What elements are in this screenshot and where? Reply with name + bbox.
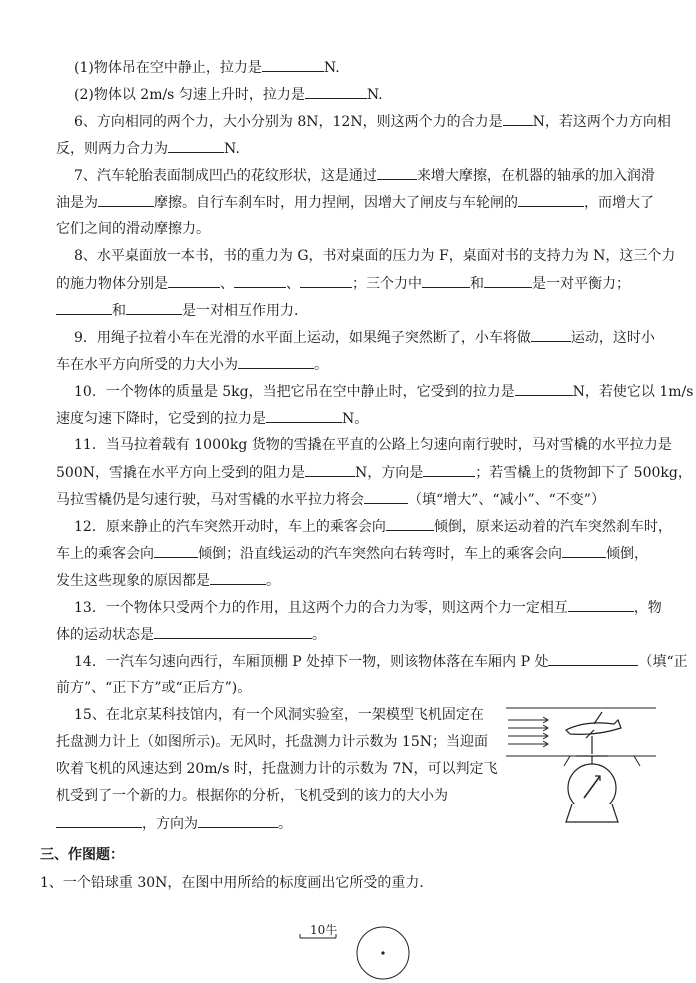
question-text: （填“正	[638, 654, 688, 670]
wind-tunnel-figure	[506, 700, 656, 830]
answer-blank[interactable]	[305, 463, 355, 477]
question-text: 和	[112, 303, 126, 319]
question-text: ；若雪橇上的货物卸下了 500kg，	[475, 465, 692, 481]
answer-blank[interactable]	[548, 652, 638, 666]
question-line	[56, 193, 654, 212]
question-text: 、	[286, 276, 300, 292]
question-text: 500N，雪撬在水平方向上受到的阻力是	[56, 465, 305, 481]
question-text: 13．一个物体只受两个力的作用，且这两个力的合力为零，则这两个力一定相互	[74, 600, 568, 616]
question-line	[56, 625, 326, 644]
question-text: 反，则两力合力为	[56, 141, 168, 157]
question-line	[56, 139, 240, 158]
question-text: 三、作图题：	[40, 847, 124, 863]
question-text: 马拉雪橇仍是匀速行驶，马对雪橇的水平拉力将会	[56, 492, 364, 508]
question-text: 7、汽车轮胎表面制成凹凸的花纹形状，这是通过	[74, 168, 377, 184]
question-text: 、	[220, 276, 234, 292]
question-line	[56, 679, 251, 697]
answer-blank[interactable]	[562, 544, 606, 558]
question-text: ，方向为	[142, 816, 198, 832]
answer-blank[interactable]	[154, 625, 312, 639]
question-text: 车在水平方向所受的力大小为	[56, 357, 238, 373]
answer-blank[interactable]	[423, 463, 475, 477]
question-text: N，若使它以 1m/s	[572, 384, 694, 400]
answer-blank[interactable]	[154, 544, 198, 558]
question-line	[56, 301, 298, 320]
question-line	[56, 814, 292, 833]
question-line	[56, 787, 448, 805]
question-line	[74, 706, 484, 724]
question-text: ，而增大了	[584, 195, 654, 211]
question-text: 来增大摩擦，在机器的轴承的加入润滑	[416, 168, 655, 184]
answer-blank[interactable]	[198, 814, 278, 828]
wind-tunnel-hatching	[564, 756, 640, 766]
question-text: 9．用绳子拉着小车在光滑的水平面上运动，如果绳子突然断了，小车将做	[74, 330, 531, 346]
answer-blank[interactable]	[364, 490, 408, 504]
answer-blank[interactable]	[300, 274, 352, 288]
question-text: 。	[278, 816, 292, 832]
question-line	[56, 355, 328, 374]
answer-blank[interactable]	[568, 598, 634, 612]
question-text: 摩擦。自行车刹车时，用力捏闸，因增大了闸皮与车轮闸的	[154, 195, 518, 211]
answer-blank[interactable]	[386, 517, 434, 531]
wind-arrows-icon	[508, 717, 548, 747]
question-text: 8、水平桌面放一本书，书的重力为 G，书对桌面的压力为 F，桌面对书的支持力为 N，这三个力	[74, 248, 676, 264]
question-line	[56, 220, 210, 238]
question-text: 倾倒；沿直线运动的汽车突然向右转弯时，车上的乘客会向	[198, 546, 562, 562]
question-line	[56, 490, 605, 509]
answer-blank[interactable]	[515, 382, 573, 396]
answer-blank[interactable]	[518, 193, 584, 207]
answer-blank[interactable]	[422, 274, 470, 288]
answer-blank[interactable]	[168, 139, 224, 153]
question-text: 。	[266, 573, 280, 589]
question-text: 运动，这时小	[570, 330, 655, 346]
question-line	[74, 517, 672, 536]
question-text: 它们之间的滑动摩擦力。	[56, 221, 210, 237]
answer-blank[interactable]	[56, 301, 112, 315]
question-text: (2)物体以 2m/s 匀速上升时，拉力是	[74, 87, 305, 103]
question-text: 倾倒，原来运动着的汽车突然刹车时，	[433, 519, 672, 535]
gravity-drawing-figure	[296, 922, 410, 982]
question-text: （填“增大”、“减小”、“不变”）	[408, 492, 605, 508]
answer-blank[interactable]	[377, 166, 417, 180]
answer-blank[interactable]	[484, 274, 532, 288]
shot-put-center-dot	[381, 951, 384, 954]
question-text: 14．一汽车匀速向西行，车厢顶棚 P 处掉下一物，则该物体落在车厢内 P 处	[74, 654, 549, 670]
question-text: 10．一个物体的质量是 5kg，当把它吊在空中静止时，它受到的拉力是	[74, 384, 515, 400]
answer-blank[interactable]	[210, 571, 266, 585]
answer-blank[interactable]	[126, 301, 182, 315]
question-text: 机受到了一个新的力。根据你的分析，飞机受到的该力的大小为	[56, 788, 448, 804]
answer-blank[interactable]	[531, 328, 571, 342]
question-text: 11．当马拉着载有 1000kg 货物的雪撬在平直的公路上匀速向南行驶时，马对雪橇的水平拉力是	[74, 437, 672, 453]
question-line	[56, 409, 368, 428]
question-text: N，方向是	[354, 465, 424, 481]
question-line	[74, 328, 655, 347]
question-line	[74, 598, 662, 617]
question-text: 发生这些现象的原因都是	[56, 573, 210, 589]
question-text: N。	[342, 411, 369, 427]
question-line	[74, 166, 655, 185]
question-line	[74, 652, 688, 671]
question-text: 体的运动状态是	[56, 627, 154, 643]
question-text: N.	[224, 141, 240, 157]
question-line	[74, 85, 383, 104]
answer-blank[interactable]	[234, 274, 286, 288]
answer-blank[interactable]	[98, 193, 154, 207]
question-text: (1)物体吊在空中静止，拉力是	[74, 60, 262, 76]
question-text: 。	[312, 627, 326, 643]
question-line	[74, 112, 671, 131]
question-text: N.	[323, 60, 340, 76]
question-text: ；三个力中	[352, 276, 422, 292]
question-text: 1、一个铅球重 30N，在图中用所给的标度画出它所受的重力.	[40, 875, 424, 891]
question-text: 15、在北京某科技馆内，有一个风洞实验室，一架模型飞机固定在	[74, 707, 484, 723]
answer-blank[interactable]	[266, 409, 342, 423]
question-line	[56, 760, 498, 778]
question-line	[74, 382, 693, 401]
tray-scale-icon	[566, 756, 618, 822]
question-text: 油是为	[56, 195, 98, 211]
question-text: 速度匀速下降时，它受到的拉力是	[56, 411, 266, 427]
question-text: 和	[470, 276, 484, 292]
question-text: 倾倒，	[606, 546, 648, 562]
question-text: 托盘测力计上（如图所示)。无风时，托盘测力计示数为 15N；当迎面	[56, 734, 488, 750]
question-text: N.	[366, 87, 383, 103]
question-line	[56, 571, 280, 590]
question-line	[56, 463, 692, 482]
section-heading	[40, 846, 124, 864]
question-line	[56, 274, 630, 293]
question-text: 6、方向相同的两个力，大小分别为 8N，12N，则这两个力的合力是	[74, 114, 503, 130]
question-text: 的施力物体分别是	[56, 276, 168, 292]
question-text: 是一对平衡力；	[532, 276, 630, 292]
question-text: ，物	[633, 600, 662, 616]
question-text: 前方”、“正下方”或“正后方”)。	[56, 680, 252, 696]
answer-blank[interactable]	[262, 58, 324, 72]
answer-blank[interactable]	[238, 355, 314, 369]
question-line	[40, 874, 424, 892]
question-text: 是一对相互作用力.	[182, 303, 299, 319]
question-line	[74, 58, 340, 77]
question-text: N，若这两个力方向相	[532, 114, 671, 130]
question-text: 12．原来静止的汽车突然开动时，车上的乘客会向	[74, 519, 386, 535]
answer-blank[interactable]	[503, 112, 533, 126]
question-text: 吹着飞机的风速达到 20m/s 时，托盘测力计的示数为 7N，可以判定飞	[56, 761, 498, 777]
model-airplane-icon	[566, 712, 621, 754]
question-line	[74, 247, 675, 265]
answer-blank[interactable]	[56, 814, 142, 828]
question-text: 。	[314, 357, 328, 373]
scale-label: 10牛	[310, 923, 338, 937]
answer-blank[interactable]	[305, 85, 367, 99]
question-line	[56, 733, 488, 751]
question-line	[56, 544, 648, 563]
question-line	[74, 436, 672, 454]
question-text: 车上的乘客会向	[56, 546, 154, 562]
answer-blank[interactable]	[168, 274, 220, 288]
